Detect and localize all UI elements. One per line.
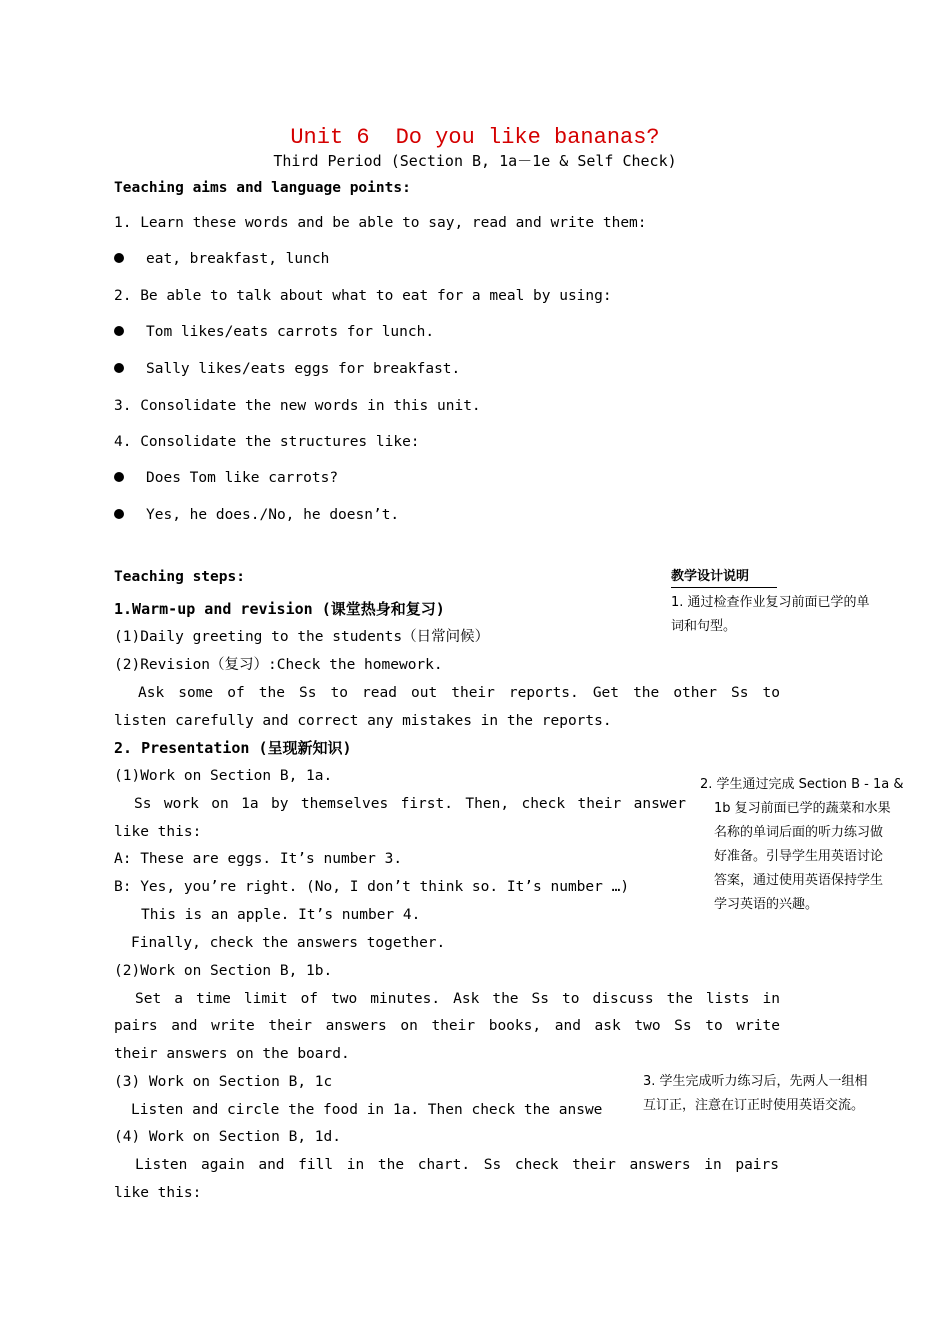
unit-label: Unit 6 bbox=[290, 125, 370, 150]
note-line: 2. 学生通过完成 Section B - 1a & bbox=[700, 777, 904, 792]
step-line: Listen and circle the food in 1a. Then check the answe bbox=[131, 1102, 603, 1118]
aims-item-2: 2. Be able to talk about what to eat for a meal by using: bbox=[114, 288, 612, 304]
step-line: This is an apple. It’s number 4. bbox=[141, 907, 421, 923]
aims-bullet: Tom likes/eats carrots for lunch. bbox=[146, 324, 435, 340]
aims-item-3: 3. Consolidate the new words in this unit. bbox=[114, 398, 481, 414]
step-line: Finally, check the answers together. bbox=[131, 935, 446, 951]
step-line: Ask some of the Ss to read out their reports. Get the other Ss to bbox=[138, 685, 780, 701]
step-line: (1)Daily greeting to the students（日常问候） bbox=[114, 629, 490, 645]
page-subtitle: Third Period (Section B, 1a－1e & Self Check) bbox=[273, 152, 677, 170]
step-line: (3) Work on Section B, 1c bbox=[114, 1074, 333, 1090]
note-line: 名称的单词后面的听力练习做 bbox=[714, 825, 884, 840]
design-note-2 bbox=[700, 773, 903, 917]
bullet-dot bbox=[114, 472, 124, 482]
bullet-dot bbox=[114, 326, 124, 336]
aims-item-4: 4. Consolidate the structures like: bbox=[114, 434, 420, 450]
aims-bullet: Sally likes/eats eggs for breakfast. bbox=[146, 361, 461, 377]
design-note-1 bbox=[671, 591, 870, 639]
aims-item-1: 1. Learn these words and be able to say, read and write them: bbox=[114, 215, 647, 231]
aims-heading: Teaching aims and language points: bbox=[114, 180, 411, 196]
lesson-title: Do you like bananas? bbox=[395, 125, 660, 150]
note-line: 3. 学生完成听力练习后，先两人一组相 bbox=[643, 1074, 868, 1089]
aims-bullet: Yes, he does./No, he doesn’t. bbox=[146, 507, 400, 523]
note-line: 答案，通过使用英语保持学生 bbox=[714, 873, 884, 888]
aims-bullet: Does Tom like carrots? bbox=[146, 470, 339, 486]
note-line: 1. 通过检查作业复习前面已学的单 bbox=[671, 595, 870, 610]
step-line: A: These are eggs. It’s number 3. bbox=[114, 851, 403, 867]
step-line: (2)Revision（复习）:Check the homework. bbox=[114, 657, 443, 673]
step-line: (4) Work on Section B, 1d. bbox=[114, 1129, 341, 1145]
presentation-heading: 2. Presentation (呈现新知识) bbox=[114, 739, 352, 757]
step-line: like this: bbox=[114, 1185, 202, 1201]
bullet-dot bbox=[114, 253, 124, 263]
step-line: their answers on the board. bbox=[114, 1046, 350, 1062]
design-note-3 bbox=[643, 1070, 868, 1118]
steps-heading: Teaching steps: bbox=[114, 569, 245, 585]
note-line: 好准备。引导学生用英语讨论 bbox=[714, 849, 884, 864]
note-line: 学习英语的兴趣。 bbox=[714, 897, 819, 912]
step-line: (1)Work on Section B, 1a. bbox=[114, 768, 333, 784]
step-line: (2)Work on Section B, 1b. bbox=[114, 963, 333, 979]
bullet-dot bbox=[114, 363, 124, 373]
step-line: Set a time limit of two minutes. Ask the Ss to discuss the lists in bbox=[135, 991, 780, 1007]
step-line: pairs and write their answers on their books, and ask two Ss to write bbox=[114, 1018, 780, 1034]
warmup-heading: 1.Warm-up and revision (课堂热身和复习) bbox=[114, 600, 445, 618]
note-line: 词和句型。 bbox=[671, 619, 737, 634]
note-line: 1b 复习前面已学的蔬菜和水果 bbox=[714, 801, 891, 816]
bullet-dot bbox=[114, 509, 124, 519]
step-line: Listen again and fill in the chart. Ss check their answers in pairs bbox=[135, 1157, 779, 1173]
page-title bbox=[0, 124, 950, 152]
design-notes-title: 教学设计说明 bbox=[671, 567, 777, 588]
step-line: B: Yes, you’re right. (No, I don’t think so. It’s number …) bbox=[114, 879, 630, 895]
aims-bullet: eat, breakfast, lunch bbox=[146, 251, 330, 267]
step-line: listen carefully and correct any mistakes in the reports. bbox=[114, 713, 612, 729]
step-line: like this: bbox=[114, 824, 202, 840]
step-line: Ss work on 1a by themselves first. Then, check their answer bbox=[134, 796, 686, 812]
note-line: 互订正，注意在订正时使用英语交流。 bbox=[643, 1098, 865, 1113]
